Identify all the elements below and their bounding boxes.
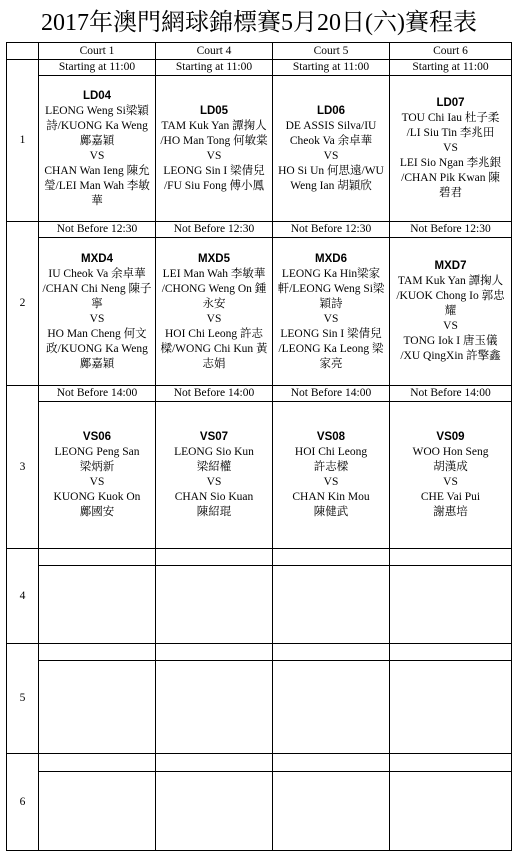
player-line: /FU Siu Fong 傅小鳳 <box>163 179 264 192</box>
player-line: TAM Kuk Yan 譚掬人 <box>397 275 504 287</box>
match-cell <box>156 238 273 386</box>
start-time <box>390 754 512 772</box>
player-line: 胡漢成 <box>433 461 468 473</box>
match-cell <box>390 238 512 386</box>
start-time <box>390 644 512 661</box>
match-code: LD06 <box>316 104 346 117</box>
match-cell <box>156 772 273 851</box>
start-time: Not Before 12:30 <box>390 222 512 238</box>
player-line: 永安 <box>202 297 226 310</box>
start-time <box>390 549 512 566</box>
match-row <box>7 238 512 386</box>
versus-label: VS <box>89 312 105 325</box>
row-number: 1 <box>7 60 39 222</box>
player-line: CHE Vai Pui <box>420 491 481 503</box>
player-line: 政/KUONG Ka Weng <box>46 342 148 355</box>
match-cell <box>39 238 156 386</box>
player-line: LEONG Sin I 梁倩兒 <box>163 164 265 177</box>
player-line: 華 <box>91 194 103 207</box>
start-time: Not Before 14:00 <box>273 386 390 402</box>
start-time: Not Before 14:00 <box>39 386 156 402</box>
player-line: LEONG Sin I 梁倩兒 <box>280 327 382 340</box>
versus-label: VS <box>323 312 339 325</box>
row-number: 2 <box>7 222 39 386</box>
match-cell <box>156 76 273 222</box>
start-time <box>39 754 156 772</box>
player-line: /XU QingXin 許擎鑫 <box>400 350 501 362</box>
player-line: LEONG Peng San <box>54 446 140 458</box>
player-line: 瑩/LEI Man Wah 李敏 <box>44 179 150 192</box>
start-time: Starting at 11:00 <box>390 60 512 76</box>
match-cell <box>273 566 390 644</box>
player-line: DE ASSIS Silva/IU <box>285 119 377 132</box>
time-row <box>7 754 512 772</box>
player-line: 志娟 <box>202 357 226 370</box>
versus-label: VS <box>443 320 458 332</box>
start-time <box>273 644 390 661</box>
player-line: 謝惠培 <box>433 506 468 518</box>
court-header: Court 6 <box>390 43 512 60</box>
versus-label: VS <box>206 312 222 325</box>
time-row <box>7 386 512 402</box>
player-line: 樑/WONG Chi Kun 黃 <box>160 342 268 355</box>
row-number: 6 <box>7 754 39 851</box>
player-line: TAM Kuk Yan 譚掬人 <box>161 119 267 132</box>
match-cell <box>156 402 273 549</box>
player-line: 家亮 <box>319 357 343 370</box>
start-time <box>39 644 156 661</box>
player-line: LEONG Weng Si梁穎 <box>45 104 149 117</box>
match-cell <box>39 772 156 851</box>
player-line: TONG Iok I 唐玉儀 <box>403 335 498 347</box>
versus-label: VS <box>206 149 222 162</box>
player-line: /CHONG Weng On 鍾 <box>161 282 267 295</box>
match-code: MXD7 <box>434 260 467 272</box>
match-cell <box>390 661 512 754</box>
player-line: 詩/KUONG Ka Weng <box>46 119 148 132</box>
row-number: 5 <box>7 644 39 754</box>
match-cell <box>39 566 156 644</box>
court-header: Court 4 <box>156 43 273 60</box>
player-line: WOO Hon Seng <box>412 446 489 458</box>
player-line: CHAN Wan Ieng 陳允 <box>44 164 150 177</box>
player-line: Cheok Va 余卓華 <box>289 134 373 147</box>
player-line: /CHAN Pik Kwan 陳 <box>401 172 500 184</box>
player-line: 耀 <box>444 305 457 317</box>
player-line: LEI Sio Ngan 李兆銀 <box>399 157 502 169</box>
match-code: VS08 <box>316 431 346 443</box>
time-row <box>7 60 512 76</box>
court-header: Court 1 <box>39 43 156 60</box>
match-code: LD07 <box>436 97 465 109</box>
player-line: 陳紹琨 <box>196 506 232 518</box>
start-time <box>273 754 390 772</box>
match-cell <box>273 402 390 549</box>
player-line: TOU Chi Iau 杜子柔 <box>401 112 500 124</box>
match-cell <box>390 402 512 549</box>
player-line: KUONG Kuok On <box>53 491 141 503</box>
match-row <box>7 661 512 754</box>
player-line: 鄺嘉穎 <box>79 357 115 370</box>
match-row <box>7 402 512 549</box>
match-cell <box>39 402 156 549</box>
start-time <box>273 549 390 566</box>
match-cell <box>390 76 512 222</box>
player-line: LEONG Sio Kun <box>174 446 254 458</box>
row-number: 3 <box>7 386 39 549</box>
court-header-row <box>7 43 512 60</box>
match-cell <box>156 566 273 644</box>
versus-label: VS <box>89 476 105 488</box>
match-code: MXD4 <box>81 252 113 265</box>
versus-label: VS <box>443 476 458 488</box>
player-line: LEONG Ka Hin梁家 <box>281 267 381 280</box>
start-time: Not Before 12:30 <box>39 222 156 238</box>
match-cell <box>156 661 273 754</box>
player-line: /LEONG Ka Leong 梁 <box>278 342 384 355</box>
versus-label: VS <box>206 476 222 488</box>
match-cell <box>39 661 156 754</box>
player-line: HOI Chi Leong 許志 <box>164 327 264 340</box>
match-code: VS07 <box>199 431 229 443</box>
start-time <box>39 549 156 566</box>
match-code: LD05 <box>199 104 229 117</box>
corner-cell <box>7 43 39 60</box>
start-time: Starting at 11:00 <box>273 60 390 76</box>
player-line: CHAN Sio Kuan <box>174 491 254 503</box>
match-cell <box>273 238 390 386</box>
match-cell <box>390 566 512 644</box>
start-time: Not Before 12:30 <box>273 222 390 238</box>
match-cell <box>39 76 156 222</box>
match-cell <box>273 661 390 754</box>
start-time <box>156 754 273 772</box>
player-line: 軒/LEONG Weng Si梁 <box>277 282 385 295</box>
player-line: Weng Ian 胡穎欣 <box>290 179 372 192</box>
start-time: Not Before 12:30 <box>156 222 273 238</box>
match-cell <box>273 772 390 851</box>
start-time: Not Before 14:00 <box>156 386 273 402</box>
match-code: MXD6 <box>315 252 347 265</box>
row-number: 4 <box>7 549 39 644</box>
court-header: Court 5 <box>273 43 390 60</box>
player-line: HO Si Un 何思遠/WU <box>278 164 384 177</box>
versus-label: VS <box>323 476 339 488</box>
versus-label: VS <box>443 142 458 154</box>
match-row <box>7 76 512 222</box>
player-line: /CHAN Chi Neng 陳子 <box>42 282 152 295</box>
match-row <box>7 772 512 851</box>
player-line: IU Cheok Va 余卓華 <box>48 267 146 280</box>
start-time: Not Before 14:00 <box>390 386 512 402</box>
player-line: CHAN Kin Mou <box>292 491 370 503</box>
match-cell <box>390 772 512 851</box>
player-line: 許志樑 <box>313 461 349 473</box>
start-time <box>156 549 273 566</box>
match-code: MXD5 <box>198 252 230 265</box>
start-time <box>156 644 273 661</box>
player-line: 陳健武 <box>313 506 349 518</box>
player-line: 梁炳新 <box>79 461 115 473</box>
player-line: LEI Man Wah 李敏華 <box>162 267 266 280</box>
player-line: 梁紹權 <box>196 461 232 473</box>
match-code: VS09 <box>436 431 465 443</box>
time-row <box>7 644 512 661</box>
versus-label: VS <box>323 149 339 162</box>
versus-label: VS <box>89 149 105 162</box>
player-line: HOI Chi Leong <box>294 446 368 458</box>
page-title: 2017年澳門網球錦標賽5月20日(六)賽程表 <box>41 10 477 36</box>
player-line: 碧君 <box>439 187 462 199</box>
time-row <box>7 222 512 238</box>
player-line: /HO Man Tong 何敏棠 <box>160 134 268 147</box>
time-row <box>7 549 512 566</box>
player-line: 鄺國安 <box>79 506 115 518</box>
player-line: /KUOK Chong Io 郭忠 <box>396 290 505 302</box>
match-code: VS06 <box>82 431 112 443</box>
match-cell <box>273 76 390 222</box>
player-line: 寧 <box>91 297 103 310</box>
schedule-table <box>6 42 512 851</box>
player-line: 鄺嘉穎 <box>79 134 115 147</box>
player-line: 穎詩 <box>319 297 343 310</box>
start-time: Starting at 11:00 <box>156 60 273 76</box>
start-time: Starting at 11:00 <box>39 60 156 76</box>
match-row <box>7 566 512 644</box>
player-line: /LI Siu Tin 李兆田 <box>406 127 495 139</box>
player-line: HO Man Cheng 何文 <box>47 327 147 340</box>
match-code: LD04 <box>82 89 112 102</box>
